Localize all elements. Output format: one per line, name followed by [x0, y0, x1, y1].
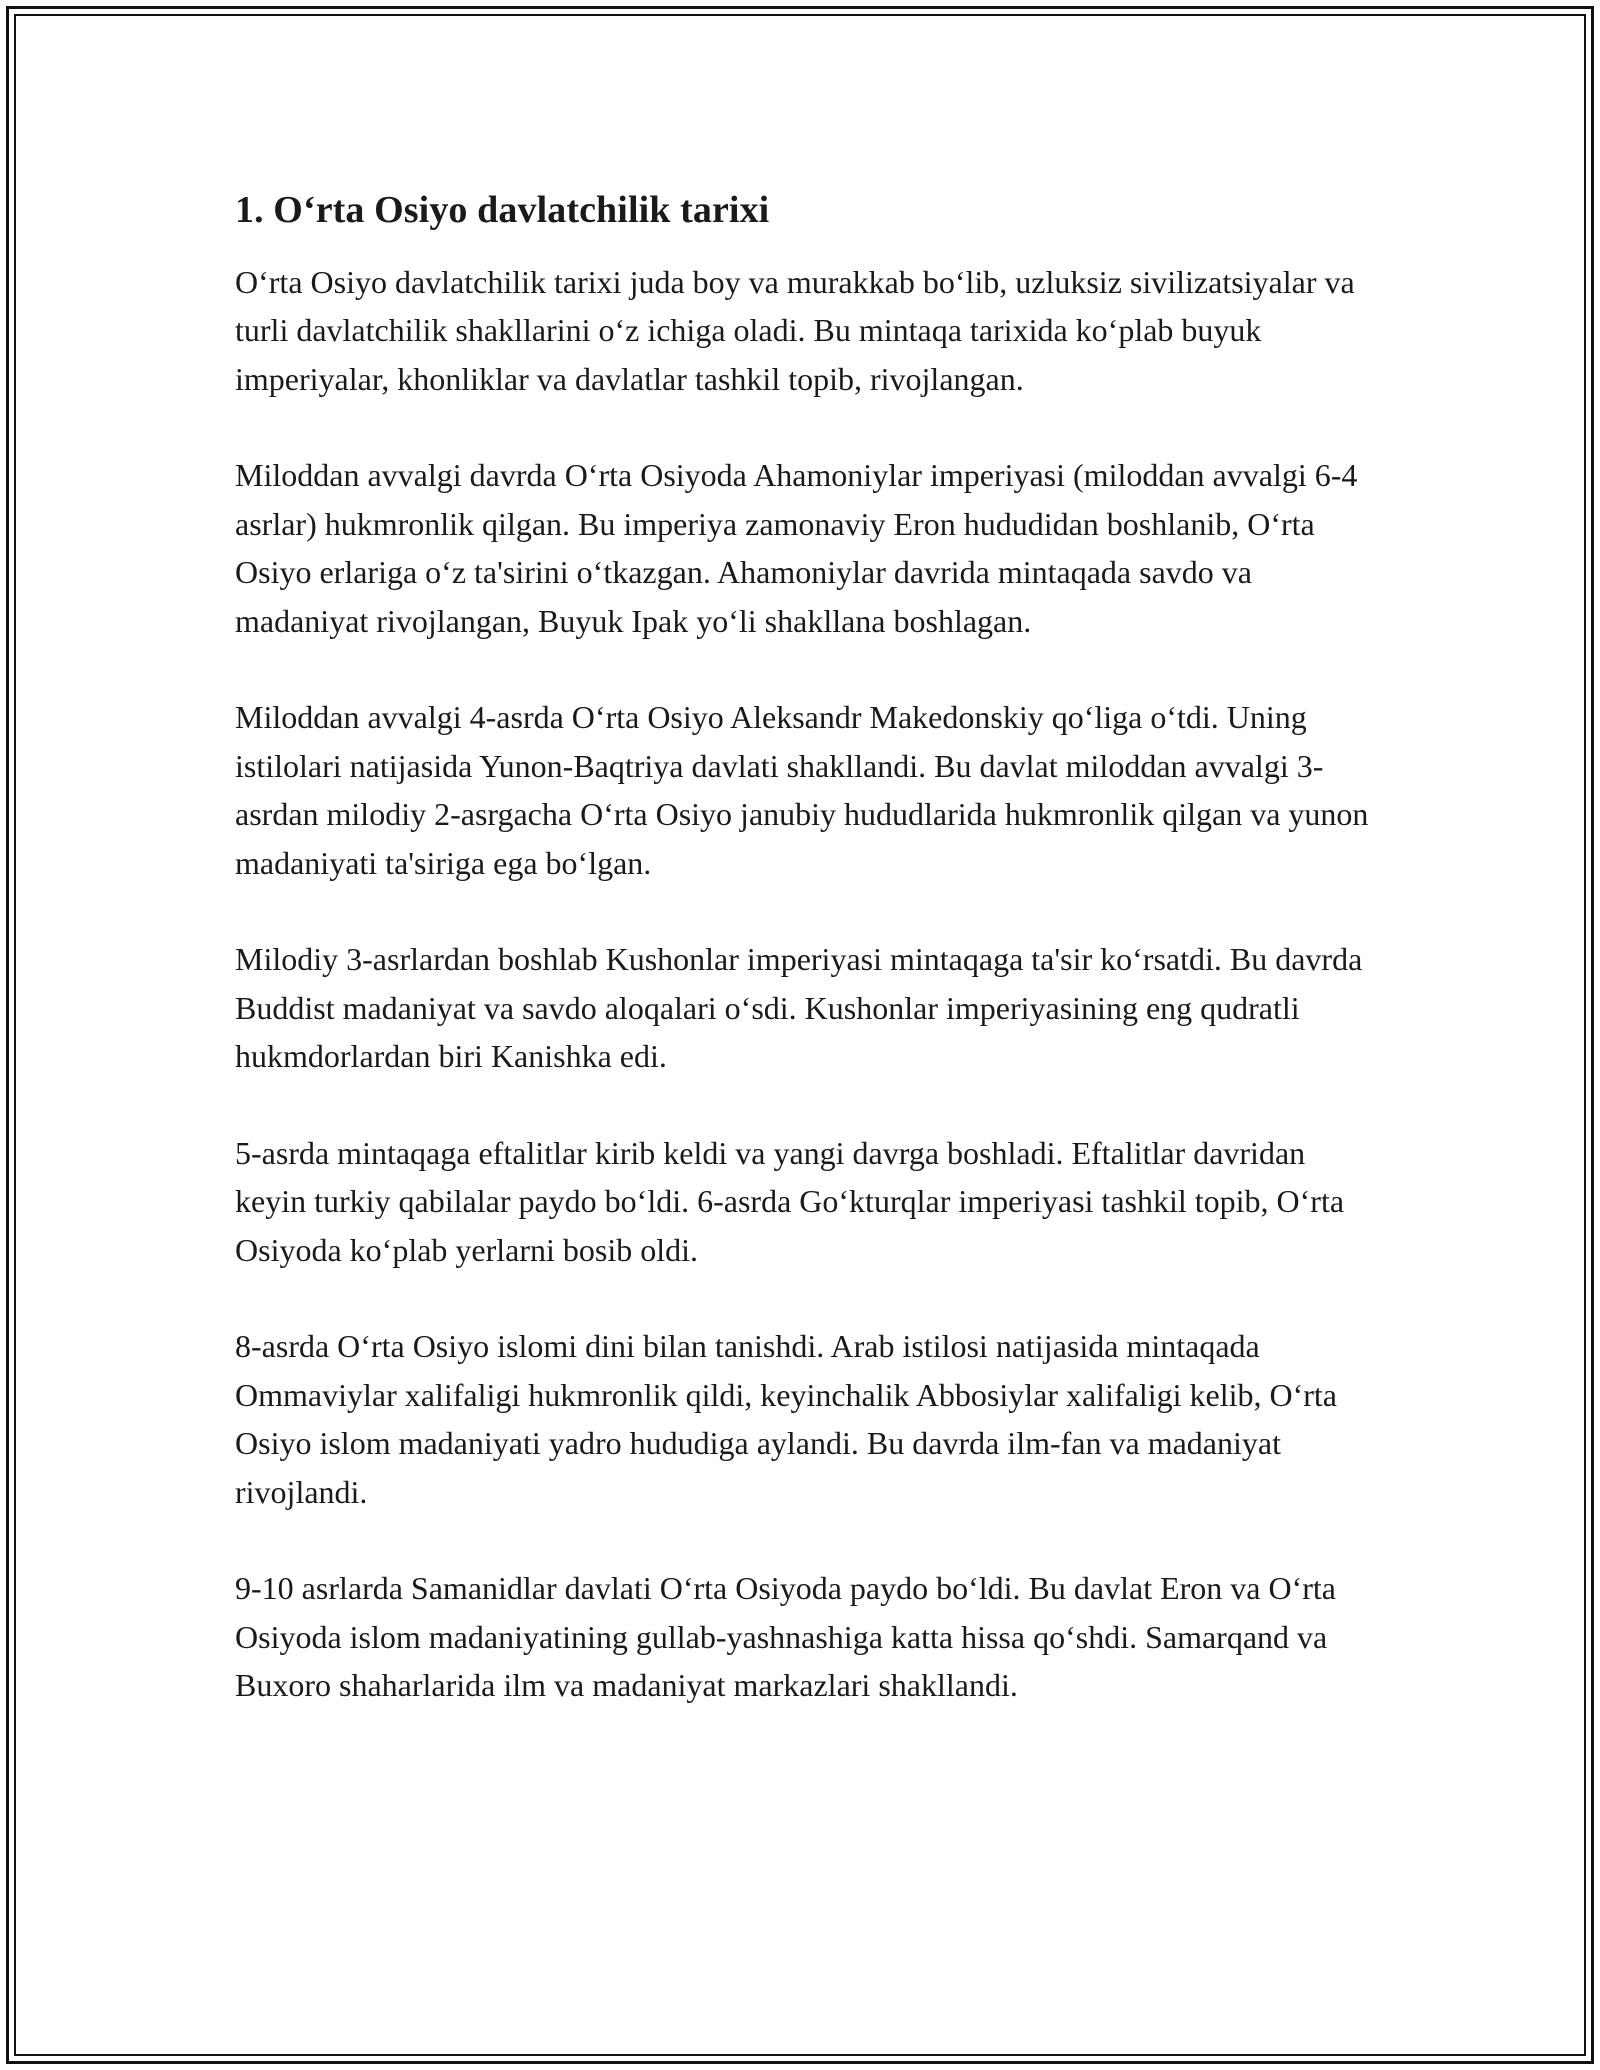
page-title: 1. O‘rta Osiyo davlatchilik tarixi	[235, 189, 770, 231]
paragraph-achaemenids: Miloddan avvalgi davrda O‘rta Osiyoda Ahamoniylar imperiyasi (miloddan avvalgi 6-4 asrlar) hukmronlik qilgan. Bu imperiya zamonaviy Eron hududidan boshlanib, O‘rta Osiyo erlariga o‘z ta'sirini o‘tkazgan. Ahamoniylar davrida mintaqada savdo va madaniyat rivojlangan, Buyuk Ipak yo‘li shakllana boshlagan.	[235, 457, 1358, 639]
paragraph-samanids: 9-10 asrlarda Samanidlar davlati O‘rta Osiyoda paydo bo‘ldi. Bu davlat Eron va O‘rta Osiyoda islom madaniyatining gullab-yashnashiga katta hissa qo‘shdi. Samarqand va Buxoro shaharlarida ilm va madaniyat markazlari shakllandi.	[235, 1570, 1336, 1704]
paragraph-intro: O‘rta Osiyo davlatchilik tarixi juda boy va murakkab bo‘lib, uzluksiz sivilizatsiyalar va turli davlatchilik shakllarini o‘z ichiga oladi. Bu mintaqa tarixida ko‘plab buyuk imperiyalar, khonliklar va davlatlar tashkil topib, rivojlangan.	[235, 263, 1355, 397]
paragraph-islam: 8-asrda O‘rta Osiyo islomi dini bilan tanishdi. Arab istilosi natijasida mintaqada Ommaviylar xalifaligi hukmronlik qildi, keyinchalik Abbosiylar xalifaligi kelib, O‘rta Osiyo islom madaniyati yadro hududiga aylandi. Bu davrda ilm-fan va madaniyat rivojlandi.	[235, 1328, 1337, 1510]
paragraph-alexander: Miloddan avvalgi 4-asrda O‘rta Osiyo Aleksandr Makedonskiy qo‘liga o‘tdi. Uning istilolari natijasida Yunon-Baqtriya davlati shakllandi. Bu davlat miloddan avvalgi 3-asrdan milodiy 2-asrgacha O‘rta Osiyo janubiy hududlarida hukmronlik qilgan va yunon madaniyati ta'siriga ega bo‘lgan.	[235, 699, 1369, 881]
paragraph-hephthalites: 5-asrda mintaqaga eftalitlar kirib keldi va yangi davrga boshladi. Eftalitlar davridan keyin turkiy qabilalar paydo bo‘ldi. 6-asrda Go‘kturqlar imperiyasi tashkil topib, O‘rta Osiyoda ko‘plab yerlarni bosib oldi.	[235, 1134, 1345, 1268]
paragraph-kushans: Milodiy 3-asrlardan boshlab Kushonlar imperiyasi mintaqaga ta'sir ko‘rsatdi. Bu davrda Buddist madaniyat va savdo aloqalari o‘sdi. Kushonlar imperiyasining eng qudratli hukmdorlardan biri Kanishka edi.	[235, 941, 1363, 1075]
document-body	[235, 188, 1375, 1758]
